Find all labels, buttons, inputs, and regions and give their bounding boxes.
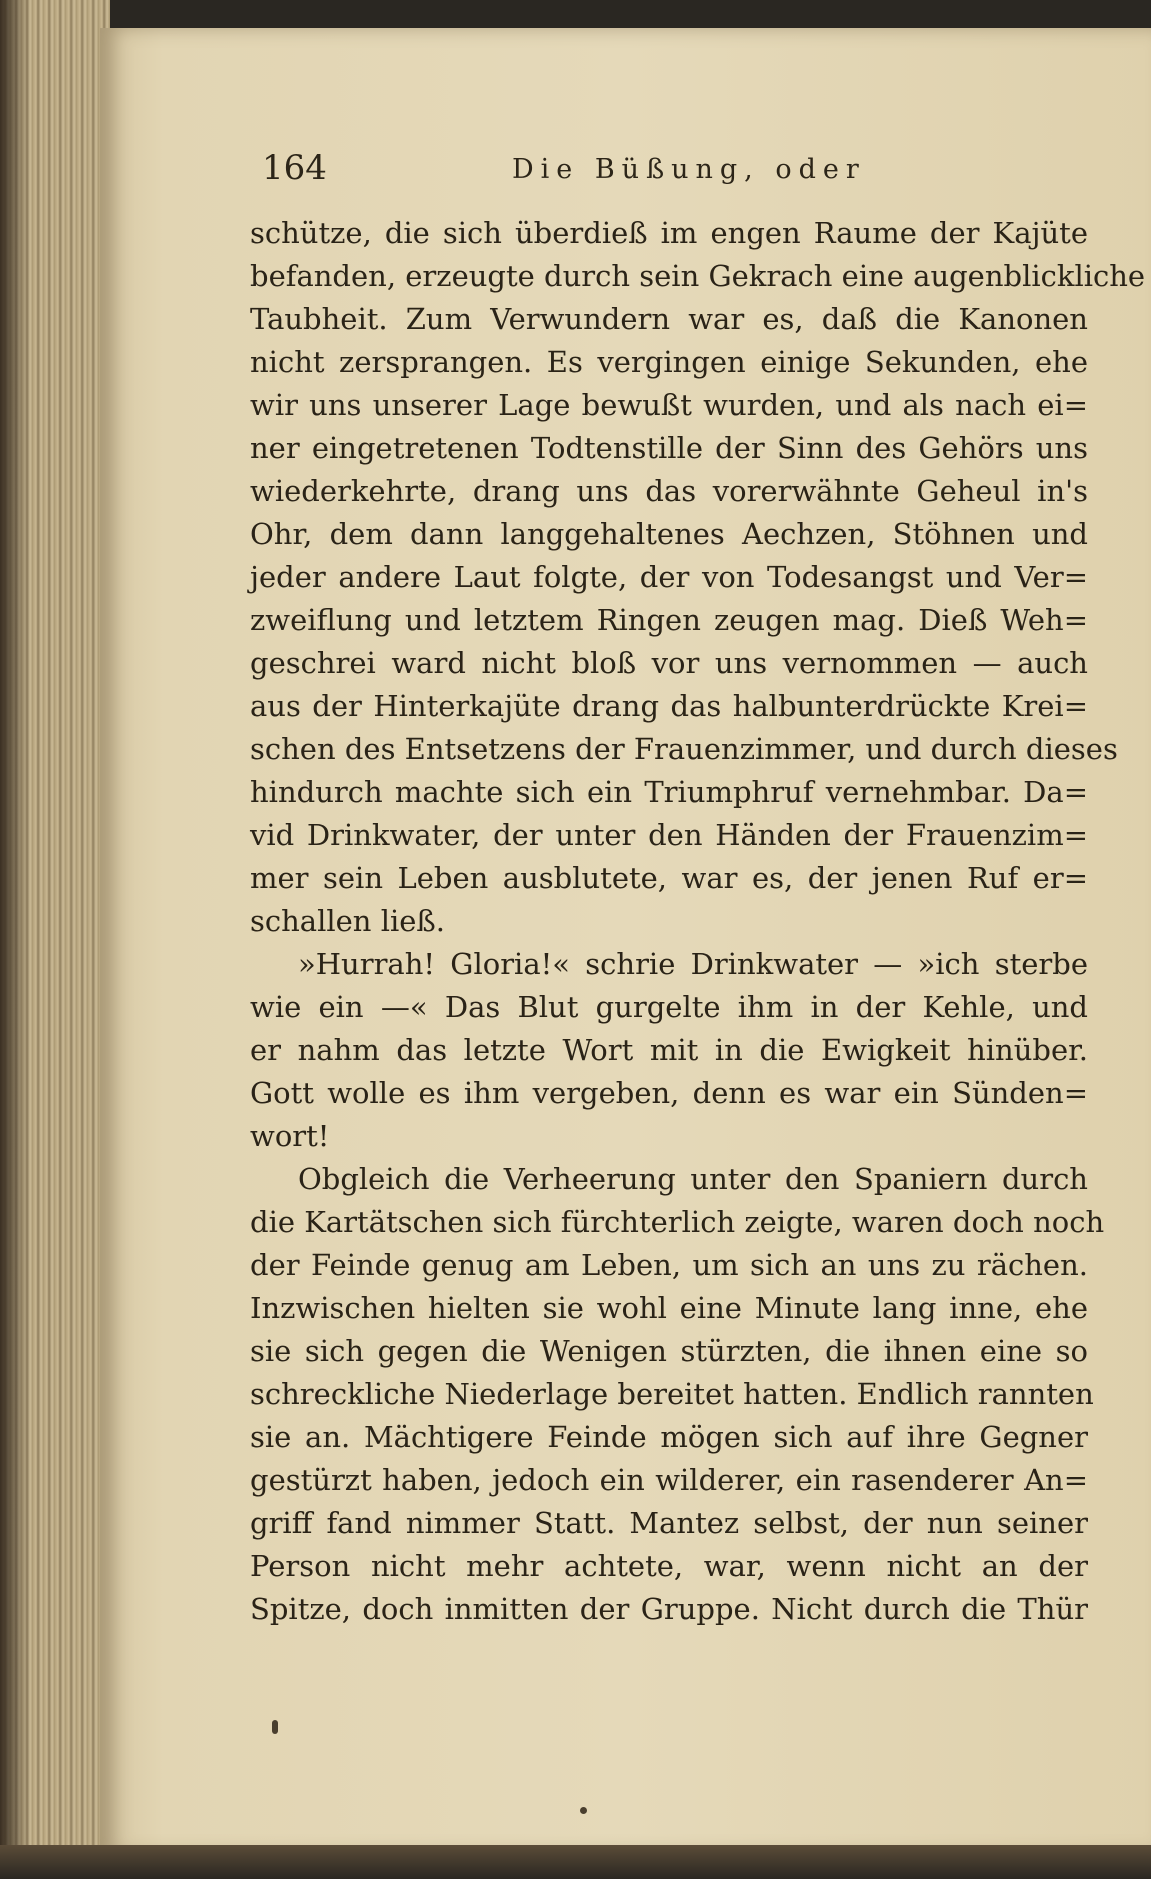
text-line: wir uns unserer Lage bewußt wurden, und als nach ei= (250, 388, 1088, 422)
text-line: wie ein —« Das Blut gurgelte ihm in der Kehle, und (250, 990, 1088, 1024)
text-line: »Hurrah! Gloria!« schrie Drinkwater — »ich sterbe (298, 947, 1088, 981)
text-line: Taubheit. Zum Verwundern war es, daß die Kanonen (250, 302, 1088, 336)
text-line: mer sein Leben ausblutete, war es, der jenen Ruf er= (250, 861, 1088, 895)
text-line: schen des Entsetzens der Frauenzimmer, und durch dieses (250, 732, 1118, 766)
text-line: ner eingetretenen Todtenstille der Sinn des Gehörs uns (250, 431, 1088, 465)
text-line: zweiflung und letztem Ringen zeugen mag. Dieß Weh= (250, 603, 1088, 637)
ink-speck (272, 1720, 278, 1734)
text-line: Ohr, dem dann langgehaltenes Aechzen, Stöhnen und (250, 517, 1088, 551)
text-line: schütze, die sich überdieß im engen Raume der Kajüte (250, 216, 1088, 250)
text-line: nicht zersprangen. Es vergingen einige Sekunden, ehe (250, 345, 1088, 379)
text-line: griff fand nimmer Statt. Mantez selbst, der nun seiner (250, 1506, 1088, 1540)
text-line: geschrei ward nicht bloß vor uns vernommen — auch (250, 646, 1088, 680)
text-line: Gott wolle es ihm vergeben, denn es war ein Sünden= (250, 1076, 1088, 1110)
text-line: wiederkehrte, drang uns das vorerwähnte Geheul in's (250, 474, 1088, 508)
text-line: Obgleich die Verheerung unter den Spaniern durch (298, 1162, 1088, 1196)
text-line: wort! (250, 1119, 330, 1153)
text-line: jeder andere Laut folgte, der von Todesangst und Ver= (250, 560, 1088, 594)
text-line: sie sich gegen die Wenigen stürzten, die ihnen eine so (250, 1334, 1088, 1368)
text-line: der Feinde genug am Leben, um sich an uns zu rächen. (250, 1248, 1088, 1282)
ink-speck (580, 1807, 587, 1814)
page-header (262, 148, 1082, 198)
page-number: 164 (262, 148, 327, 188)
text-line: die Kartätschen sich fürchterlich zeigte, waren doch noch (250, 1205, 1105, 1239)
running-head: Die Büßung, oder (512, 154, 866, 185)
text-line: schreckliche Niederlage bereitet hatten. Endlich rannten (250, 1377, 1094, 1411)
text-line: Person nicht mehr achtete, war, wenn nicht an der (250, 1549, 1088, 1583)
text-line: befanden, erzeugte durch sein Gekrach eine augenblickliche (250, 259, 1146, 293)
spine-shadow (0, 0, 30, 1879)
text-line: Spitze, doch inmitten der Gruppe. Nicht durch die Thür (250, 1592, 1088, 1626)
text-line: er nahm das letzte Wort mit in die Ewigkeit hinüber. (250, 1033, 1088, 1067)
page-bottom-edge (0, 1845, 1151, 1879)
text-line: gestürzt haben, jedoch ein wilderer, ein rasenderer An= (250, 1463, 1088, 1497)
text-line: schallen ließ. (250, 904, 445, 938)
text-line: aus der Hinterkajüte drang das halbunterdrückte Krei= (250, 689, 1088, 723)
text-line: vid Drinkwater, der unter den Händen der Frauenzim= (250, 818, 1088, 852)
text-line: Inzwischen hielten sie wohl eine Minute lang inne, ehe (250, 1291, 1088, 1325)
body-text (250, 212, 1146, 1631)
text-line: sie an. Mächtigere Feinde mögen sich auf ihre Gegner (250, 1420, 1088, 1454)
text-line: hindurch machte sich ein Triumphruf vernehmbar. Da= (250, 775, 1088, 809)
